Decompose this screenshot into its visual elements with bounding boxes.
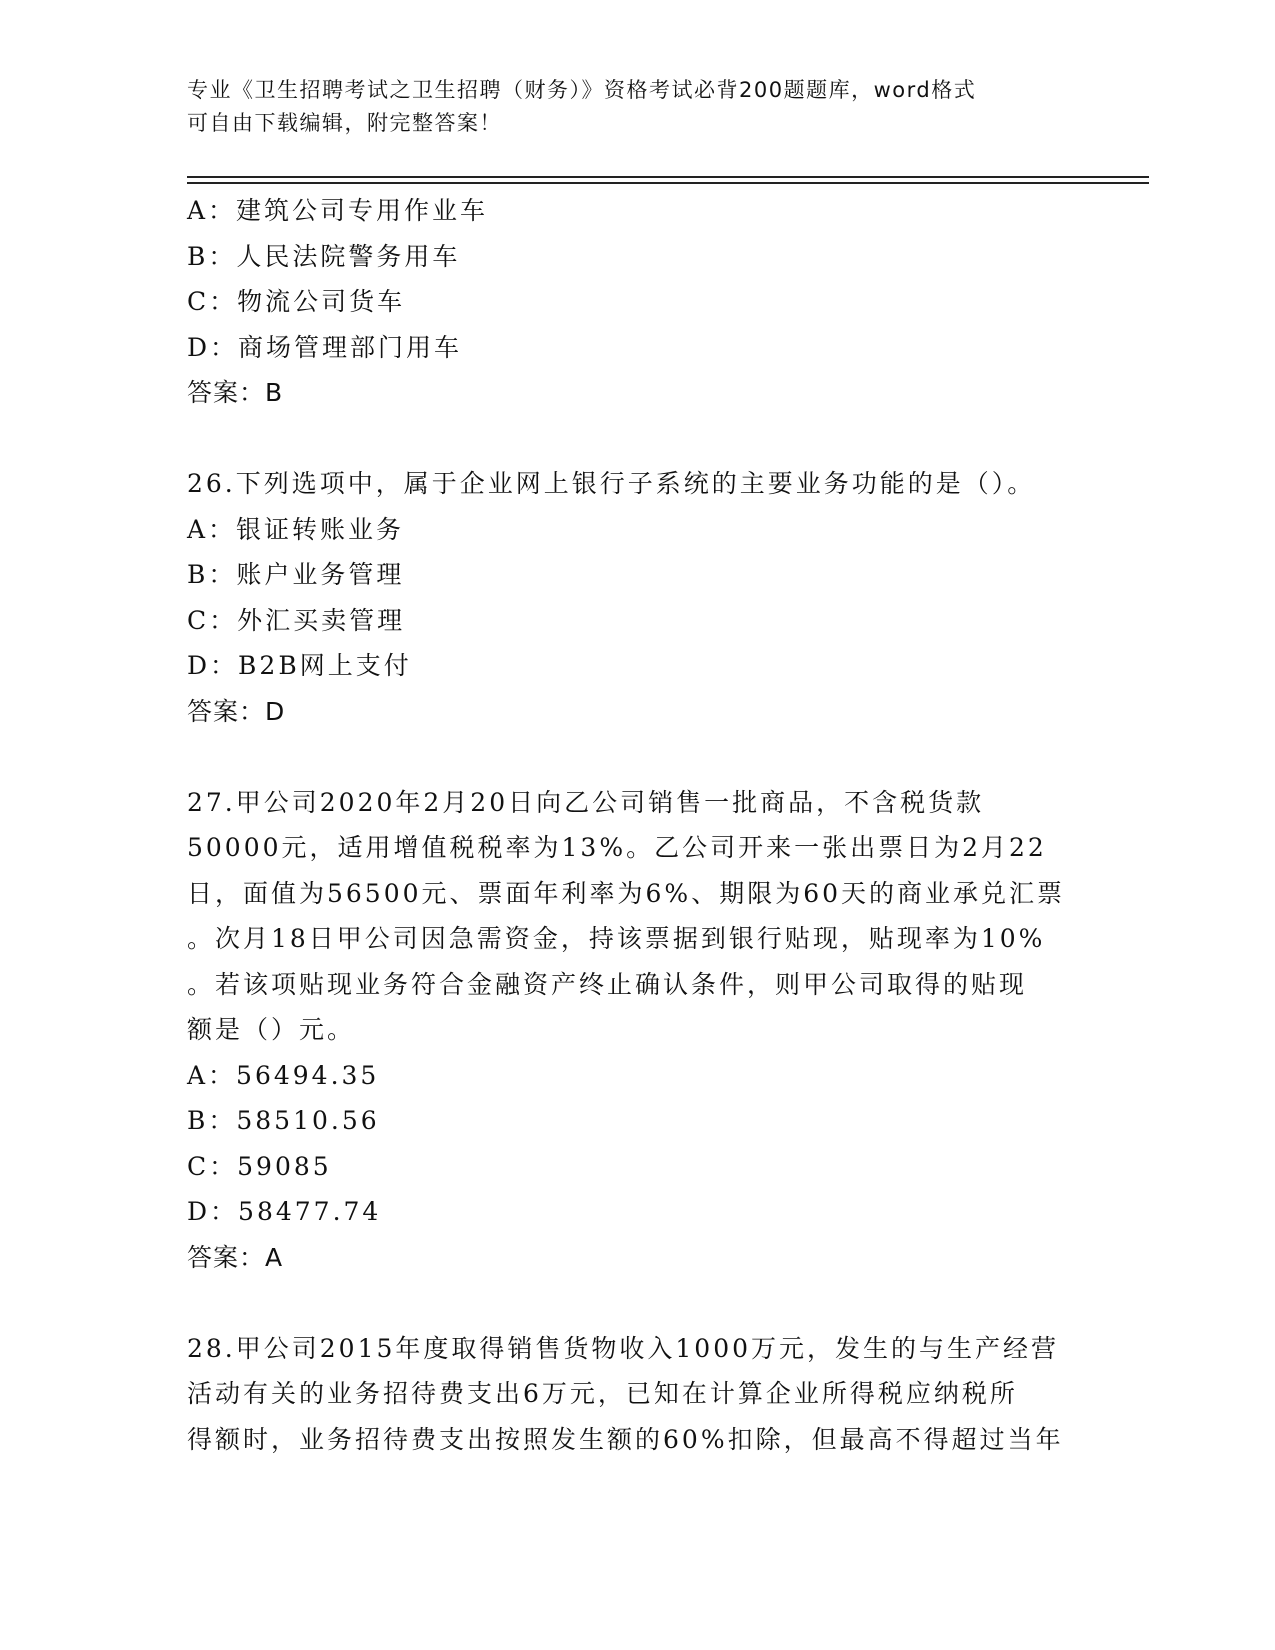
question-28 (187, 1326, 1077, 1463)
option-a: A：银证转账业务 (187, 514, 405, 544)
option-d: D：B2B网上支付 (187, 651, 412, 680)
option-b: B：58510.56 (187, 1106, 380, 1135)
option-d: D：商场管理部门用车 (187, 332, 463, 362)
question-25-tail (187, 188, 1077, 416)
question-text-line: 。若该项贴现业务符合金融资产终止确认条件，则甲公司取得的贴现 (187, 969, 1028, 999)
question-text-line: 27.甲公司2020年2月20日向乙公司销售一批商品，不含税货款 (187, 787, 985, 817)
question-text-line: 28.甲公司2015年度取得销售货物收入1000万元，发生的与生产经营 (187, 1333, 1060, 1363)
header-divider-bottom (187, 182, 1149, 184)
header-divider-top (187, 176, 1149, 178)
header-title-line-1: 专业《卫生招聘考试之卫生招聘（财务）》资格考试必背200题题库，word格式 (187, 78, 977, 102)
option-d: D：58477.74 (187, 1197, 382, 1226)
question-text-line: 得额时，业务招待费支出按照发生额的60%扣除，但最高不得超过当年 (187, 1424, 1064, 1454)
option-a: A：56494.35 (187, 1060, 380, 1090)
option-a: A：建筑公司专用作业车 (187, 196, 489, 225)
header-title-line-2: 可自由下载编辑，附完整答案！ (187, 111, 502, 135)
spacer (187, 734, 1077, 780)
option-c: C：物流公司货车 (187, 287, 406, 316)
question-text-line: 日，面值为56500元、票面年利率为6%、期限为60天的商业承兑汇票 (187, 878, 1066, 908)
option-b: B：人民法院警务用车 (187, 241, 461, 271)
question-text-line: 。次月18日甲公司因急需资金，持该票据到银行贴现，贴现率为10% (187, 924, 1046, 953)
option-c: C：外汇买卖管理 (187, 605, 406, 635)
question-content (187, 188, 1077, 1462)
answer: 答案：A (187, 1242, 284, 1272)
question-text-line: 额是（）元。 (187, 1015, 356, 1044)
document-header (187, 74, 1067, 140)
option-c: C：59085 (187, 1151, 332, 1181)
question-text: 26.下列选项中，属于企业网上银行子系统的主要业务功能的是（）。 (187, 469, 1036, 498)
question-text-line: 活动有关的业务招待费支出6万元，已知在计算企业所得税应纳税所 (187, 1379, 1018, 1408)
answer: 答案：D (187, 696, 286, 726)
option-b: B：账户业务管理 (187, 560, 405, 589)
question-text-line: 50000元，适用增值税税率为13%。乙公司开来一张出票日为2月22 (187, 833, 1047, 862)
spacer (187, 1280, 1077, 1326)
spacer (187, 416, 1077, 462)
question-26 (187, 461, 1077, 734)
answer: 答案：B (187, 378, 284, 407)
question-27 (187, 780, 1077, 1281)
